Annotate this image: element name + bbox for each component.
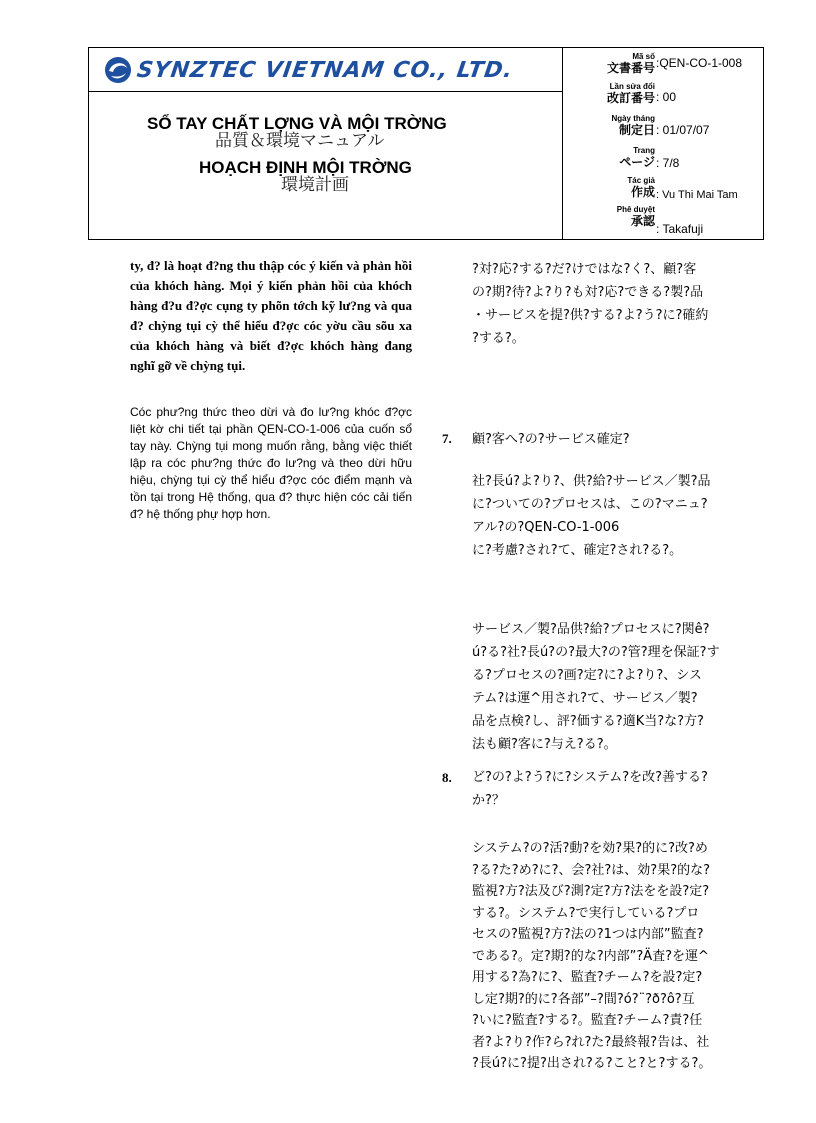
- document-header: [88, 47, 764, 240]
- meta-label-vi: Ngày tháng: [611, 114, 655, 123]
- meta-label-vi: Lần sửa đổi: [609, 82, 655, 91]
- section-heading: ど?の?よ?う?に?システム?を改?善する? か?？: [472, 770, 708, 808]
- meta-date: [563, 114, 763, 144]
- paragraph-system-improvement: システム?の?活?動?を効?果?的に?改?め ?る?た?め?に?、会?社?は、効?果?的な? 監視?方?法及び?測?定?方?法をを設?定? する?。システム?で実行している?プロ セスの?監視?方?法の?1つは内部”監査? である?。定?期?的な?内部”?Ä査?を運^ 用する?為?に?、監査?チーム?を設?定? し定?期?的に?各部”–?間?ó?¨?ð?ô?互 ?いに?監査?する?。監査?チーム?責?任 者?よ?り?作?ら?れ?た?最終報?告は、社 ?長ú?に?提?出され?る?こと?と?する?。: [472, 841, 712, 1071]
- meta-approver: [563, 205, 763, 235]
- meta-label-jp: 改訂番号: [606, 91, 655, 105]
- section-heading: 顧?客へ?の?サービス確定?: [472, 432, 630, 447]
- meta-document-number: [563, 52, 763, 82]
- meta-label-vi: Tác giả: [627, 176, 655, 185]
- company-logo: [103, 54, 513, 86]
- paragraph-service-determination: 社?長ú?よ?り?、供?給?サービス／製?品 に?ついての?プロセスは、この?マニュ? アル?の?QEN-CO-1-006 に?考慮?され?て、確定?され?る?。: [472, 474, 711, 558]
- paragraph-monitoring-methods: Cóc phư?ng thức theo dừi và đo lư?ng khóc đ?ợc liệt kờ chi tiết tại phần QEN-CO-1-006 của cuốn sổ tay này. Chỳng tụi mong muốn rằng, bằng việc thiết lập ra cóc phư?ng thức đo lư?ng và theo dừi hữu hiệu, chỳng tụi cỳ thể hiểu đ?ợc cóc điểm mạnh và tồn tại trong Hệ thống, qua đ? thực hiện cóc cải tiến đ? hệ thống phự hợp hơn.: [130, 405, 412, 521]
- section-title-jp: 環境計画: [281, 175, 349, 195]
- meta-value: : Takafuji: [656, 222, 704, 236]
- meta-value: : 00: [656, 90, 677, 104]
- section-number: 7.: [442, 431, 452, 446]
- manual-title-vi: SỔ TAY CHẤT LỢNG VÀ MỘI TRỜNG: [147, 114, 447, 133]
- company-name: SYNZTEC VIETNAM CO., LTD.: [135, 57, 515, 83]
- header-divider-horizontal: [89, 91, 562, 92]
- meta-value: :QEN-CO-1-008: [656, 56, 743, 70]
- meta-label-jp: 承認: [630, 214, 655, 228]
- meta-revision: [563, 82, 763, 112]
- meta-label-jp: 制定日: [618, 123, 655, 137]
- paragraph-service-process: サービス／製?品供?給?プロセスに?関ê? ú?る?社?長ú?の?最大?の?管?理を保証?す る?プロセスの?画?定?に?よ?り?、シス テム?は運^用され?て、サービス／製? 品を点検?し、評?価する?適K当?な?方? 法も顧?客に?与え?る?。: [472, 622, 720, 752]
- meta-value: : 01/07/07: [656, 123, 710, 137]
- paragraph-customer-feedback: ty, đ? là hoạt đ?ng thu thập cóc ý kiến và phản hồi của khóch hàng. Mọi ý kiến phản hồi của khóch hàng đ?u đ?ợc cụng ty phõn tớch kỹ lư?ng và qua đ? chỳng tụi cỳ thể hiểu đ?ợc cóc yờu cầu sõu xa của khóch hàng và biết đ?ợc khóch hàng đang nghĩ gỡ về chỳng tụi.: [130, 258, 412, 373]
- meta-page: [563, 146, 763, 176]
- meta-author: [563, 176, 763, 206]
- meta-label-jp: 文書番号: [606, 61, 655, 75]
- paragraph-intro-jp: ?対?応?する?だ?けではな?く?、顧?客 の?期?待?よ?り?も対?応?できる?製?品 ・サービスを提?供?する?よ?う?に?確約 ?する?。: [472, 262, 709, 346]
- section-title-vi: HOẠCH ĐỊNH MỘI TRỜNG: [199, 158, 412, 177]
- meta-value: : 7/8: [656, 156, 680, 170]
- swirl-logo-icon: [103, 55, 133, 85]
- meta-label-vi: Trang: [633, 146, 655, 155]
- manual-title-jp: 品質＆環境マニュアル: [215, 131, 385, 151]
- meta-value: : Vu Thi Mai Tam: [656, 189, 738, 201]
- meta-label-vi: Phê duyệt: [616, 205, 655, 214]
- meta-label-jp: ページ: [619, 155, 655, 169]
- section-number: 8.: [442, 770, 452, 785]
- meta-label-jp: 作成: [630, 185, 655, 199]
- meta-label-vi: Mã số: [632, 52, 655, 61]
